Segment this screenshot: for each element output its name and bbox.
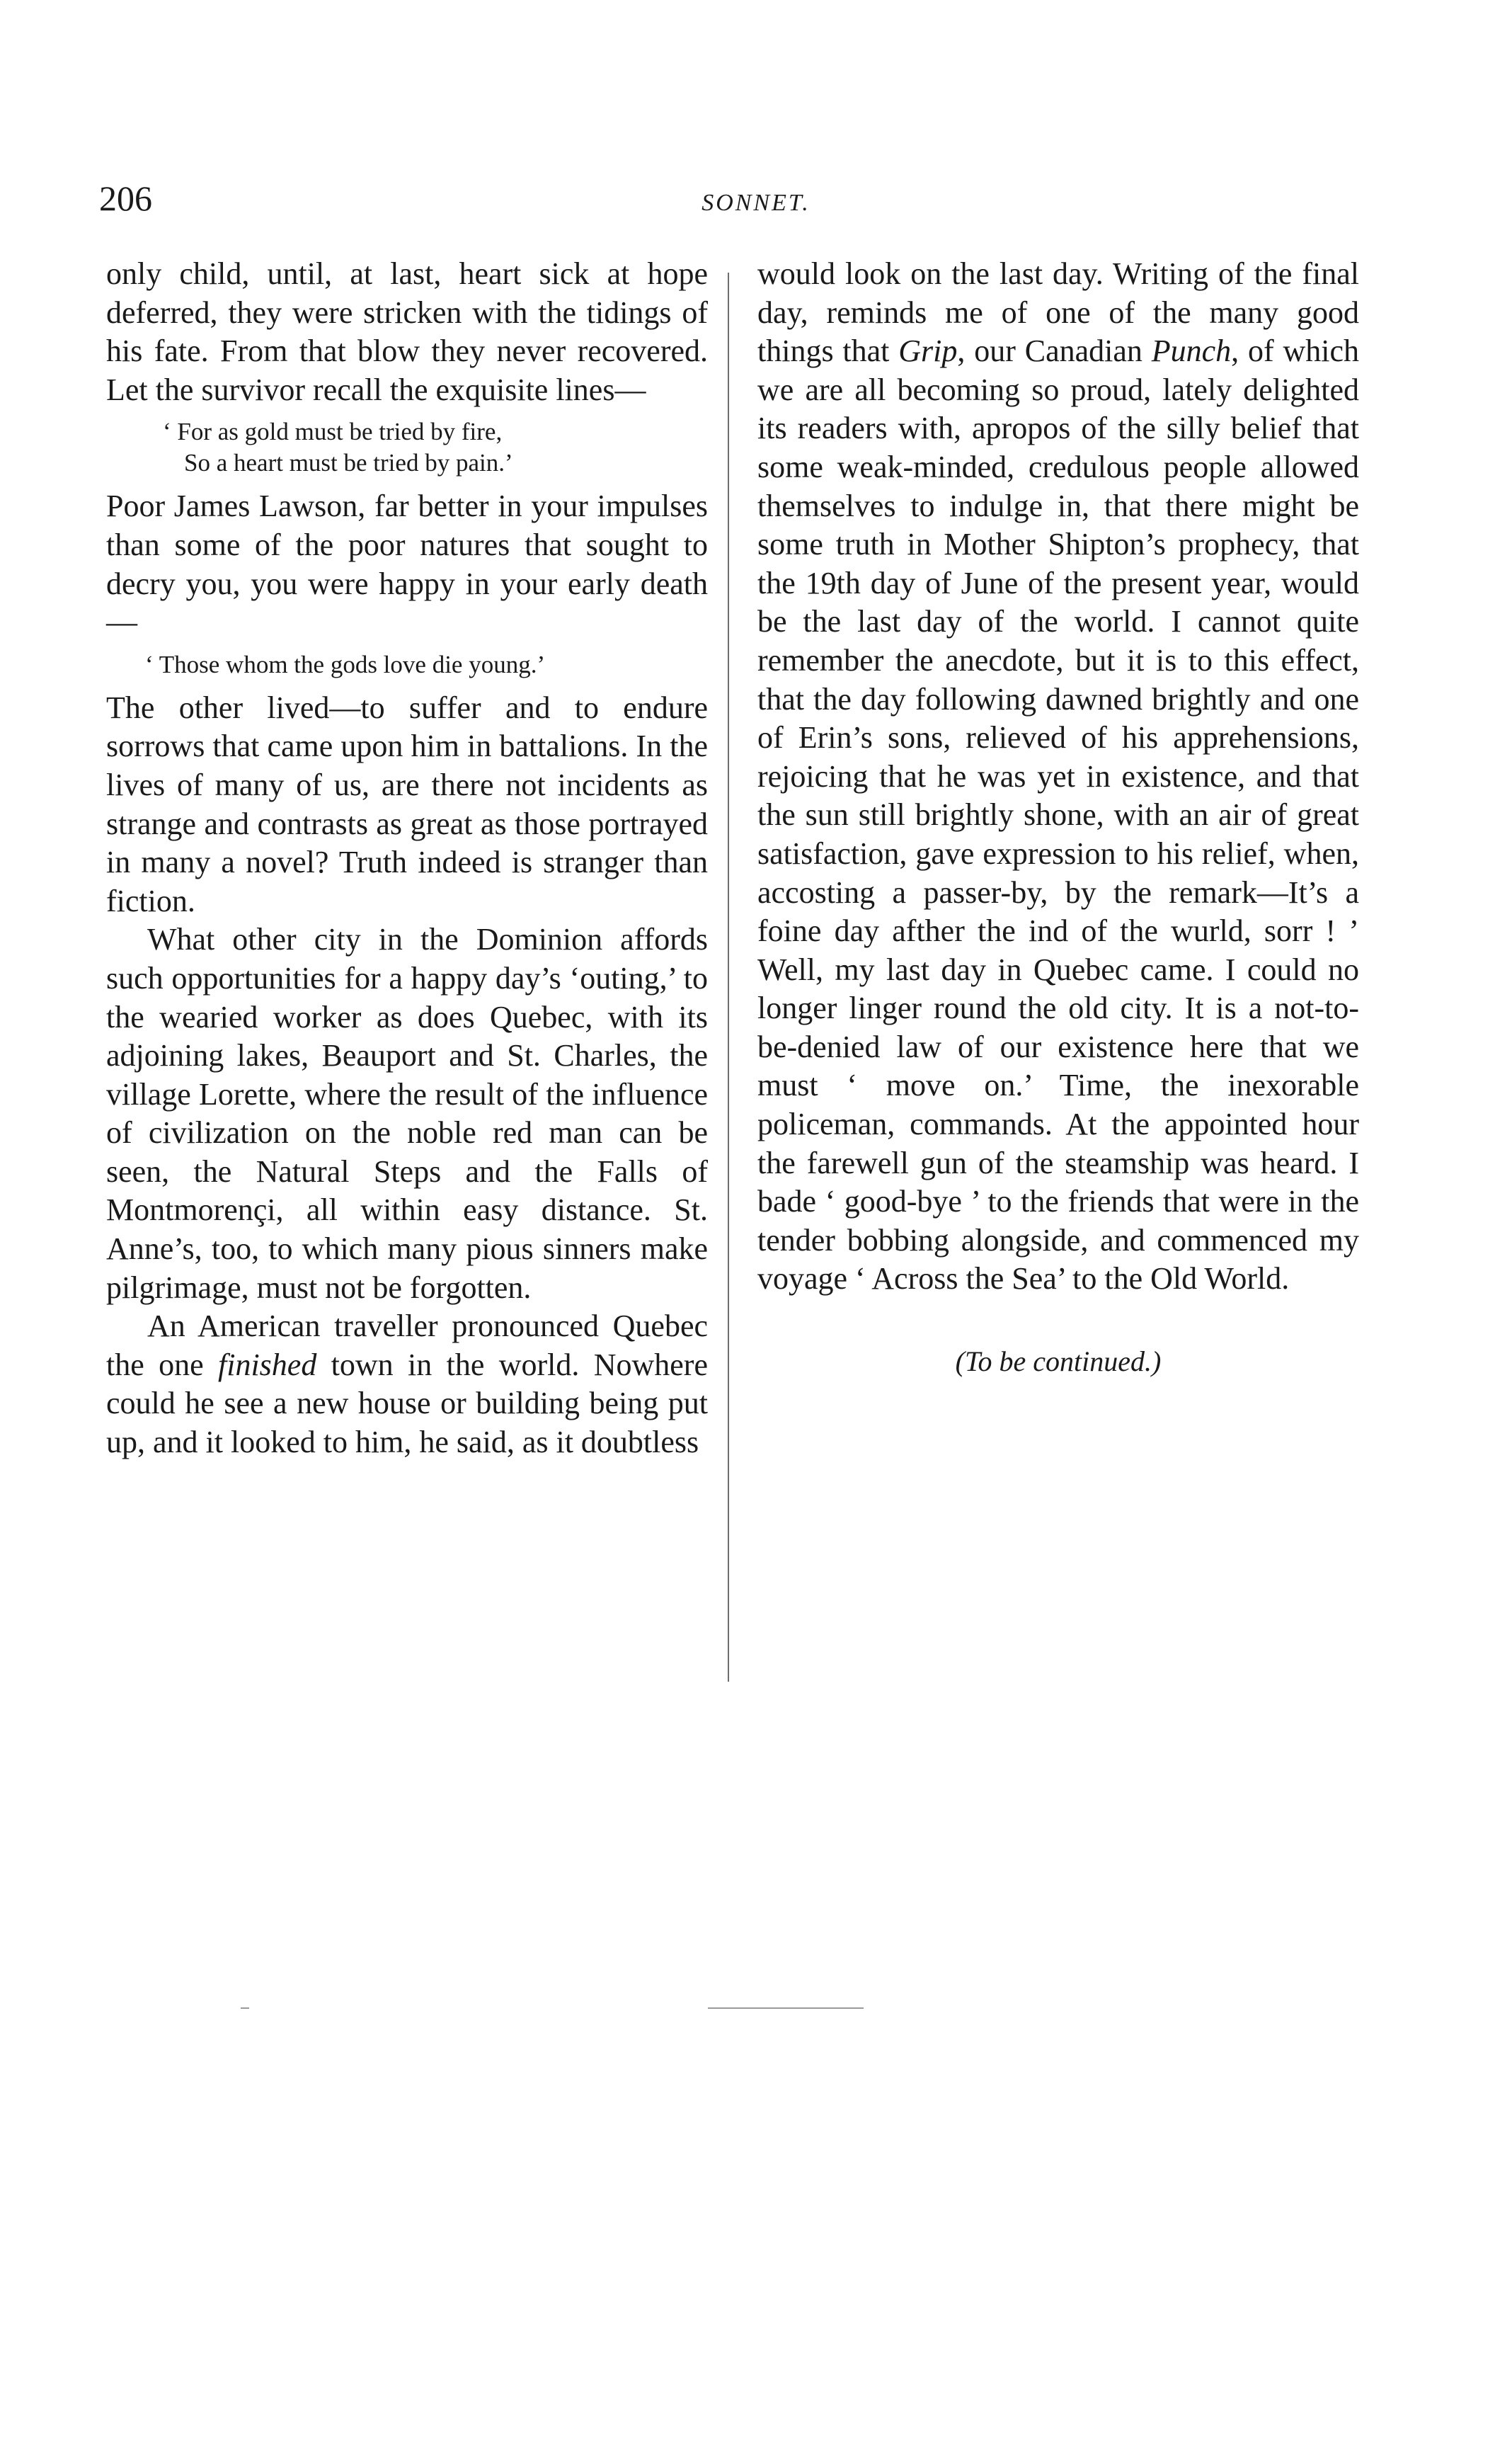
verse-line: ‘ Those whom the gods love die young.’ bbox=[145, 650, 546, 678]
print-artifact-mark bbox=[241, 2007, 249, 2009]
text-run: , our Canadian bbox=[957, 334, 1152, 369]
text-run: An American traveller pronounced Quebec the one bbox=[106, 1309, 708, 1382]
to-be-continued-note: (To be continued.) bbox=[955, 1345, 1162, 1378]
text-run: , of which we are all becoming so proud, lately delighted its readers with, apropos of the silly belief that some weak-minded, credulous people allowed themselves to indulge in, that there might be some truth in Mother Shipton’s prophecy, that the 19th day of June of the present year, would be the last day of the world. I cannot quite remember the anecdote, but it is to this effect, that the day following dawned brightly and one of Erin’s sons, relieved of his apprehensions, rejoicing that he was yet in existence, and that the sun still brightly shone, with an air of great satisfaction, gave expression to his relief, when, accosting a passer-by, by the remark—It’s a foine day afther the ind of the wurld, sorr ! ’ Well, my last day in Quebec came. I could no longer linger round the old city. It is a not-to-be-denied law of our existence here that we must ‘ move on.’ Time, the inexorable policeman, commands. At the appointed hour the farewell gun of the steamship was heard. I bade ‘ good-bye ’ to the friends that were in the tender bobbing alongside, and commenced my voyage ‘ Across the Sea’ to the Old World. bbox=[757, 334, 1359, 1296]
italic-word: Punch bbox=[1151, 334, 1232, 369]
italic-word: finished bbox=[218, 1347, 317, 1382]
right-paragraph-1 bbox=[757, 255, 1359, 1299]
left-paragraph-5 bbox=[106, 1307, 708, 1461]
left-paragraph-1: only child, until, at last, heart sick at hope deferred, they were stricken with the tidings of his fate. From that blow they never recovered. Let the survivor recall the exquisite lines— bbox=[106, 256, 708, 407]
column-divider bbox=[728, 273, 729, 1682]
right-column bbox=[757, 255, 1359, 1381]
verse-line: So a heart must be tried by pain.’ bbox=[184, 449, 513, 477]
verse-line: ‘ For as gold must be tried by fire, bbox=[163, 418, 503, 446]
print-artifact-mark bbox=[708, 2007, 864, 2009]
left-paragraph-4: What other city in the Dominion affords such opportunities for a happy day’s ‘outing,’ to the wearied worker as does Quebec, with its adjoining lakes, Beauport and St. Charles, the village Lorette, where the result of the influence of civilization on the noble red man can be seen, the Natural Steps and the Falls of Montmorençi, all within easy distance. St. Anne’s, too, to which many pious sinners make pilgrimage, must not be forgotten. bbox=[106, 922, 708, 1305]
text-run: would look on the last day. Writing of the final day, reminds me of one of the many good things that bbox=[757, 256, 1359, 369]
verse-quote-2 bbox=[106, 649, 708, 680]
left-column bbox=[106, 255, 708, 1462]
left-paragraph-3: The other lived—to suffer and to endure sorrows that came upon him in battalions. In the lives of many of us, are there not incidents as strange and contrasts as great as those portrayed in many a novel? Truth indeed is stranger than fiction. bbox=[106, 690, 708, 918]
verse-quote-1 bbox=[106, 416, 708, 479]
text-run: town in the world. Nowhere could he see a new house or building being put up, and it looked to him, he said, as it doubtless bbox=[106, 1347, 708, 1460]
running-head: SONNET. bbox=[701, 190, 811, 216]
left-paragraph-2: Poor James Lawson, far better in your impulses than some of the poor natures that sought to decry you, you were happy in your early death— bbox=[106, 489, 708, 640]
italic-word: Grip bbox=[898, 334, 958, 369]
page-number: 206 bbox=[99, 178, 152, 218]
